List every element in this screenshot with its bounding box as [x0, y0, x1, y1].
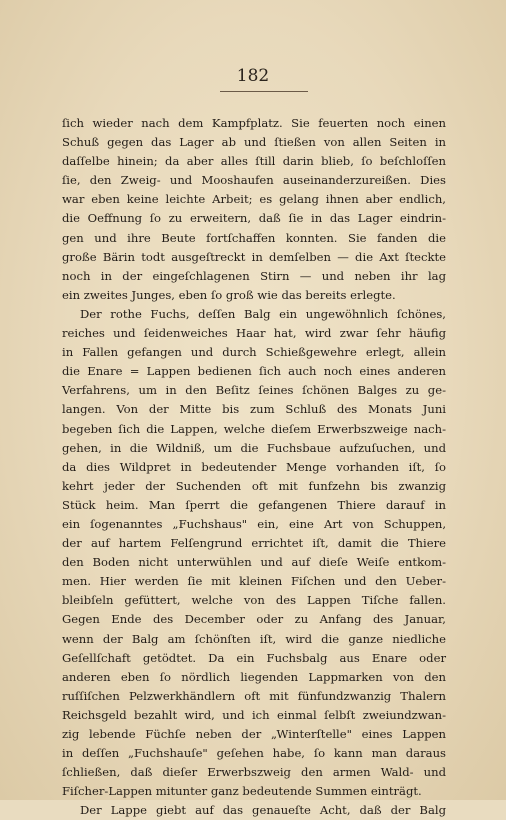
- text-line: ein ſogenanntes „Fuchshaus" ein, eine Art von Schuppen,: [62, 516, 446, 531]
- text-line: war eben keine leichte Arbeit; es gelang ihnen aber endlich,: [62, 192, 446, 207]
- text-line: große Bärin todt ausgeſtreckt in demſelben — die Axt ſteckte: [62, 249, 446, 264]
- header-rule: [220, 91, 308, 92]
- text-line: da dies Wildpret in bedeutender Menge vorhanden iſt, ſo: [62, 459, 446, 474]
- text-line: Verfahrens, um in den Beſitz ſeines ſchönen Balges zu ge-: [62, 383, 446, 398]
- text-line: reiches und ſeidenweiches Haar hat, wird zwar ſehr häufig: [62, 326, 446, 341]
- text-line: Fiſcher-Lappen mitunter ganz bedeutende Summen einträgt.: [62, 784, 422, 799]
- text-line: in Fallen gefangen und durch Schießgewehre erlegt, allein: [62, 345, 446, 360]
- body-text: [62, 114, 446, 820]
- text-line: kehrt jeder der Suchenden oft mit funfzehn bis zwanzig: [62, 478, 446, 493]
- text-line: zig lebende Füchſe neben der „Winterſtelle" eines Lappen: [62, 727, 446, 741]
- text-line: langen. Von der Mitte bis zum Schluß des Monats Juni: [62, 402, 446, 417]
- text-line: ruſſiſchen Pelzwerkhändlern oft mit fünfundzwanzig Thalern: [62, 688, 446, 703]
- text-line: die Oeffnung ſo zu erweitern, daß ſie in das Lager eindrin-: [62, 211, 446, 226]
- text-line: men. Hier werden ſie mit kleinen Fiſchen und den Ueber-: [62, 574, 446, 589]
- text-line: anderen eben ſo nördlich liegenden Lappmarken von den: [62, 669, 446, 684]
- text-line: in deſſen „Fuchshauſe" geſehen habe, ſo kann man daraus: [62, 746, 446, 761]
- text-line: noch in der eingeſchlagenen Stirn — und neben ihr lag: [62, 268, 446, 283]
- text-line: Reichsgeld bezahlt wird, und ich einmal ſelbſt zweiundzwan-: [62, 707, 446, 722]
- text-line: gehen, in die Wildniß, um die Fuchsbaue aufzuſuchen, und: [62, 440, 446, 455]
- page-number: 182: [236, 66, 270, 86]
- text-line: ſie, den Zweig- und Mooshaufen auseinanderzureißen. Dies: [62, 173, 446, 188]
- text-line: bleibſeln gefüttert, welche von des Lappen Tiſche fallen.: [62, 593, 446, 608]
- text-line: Der rothe Fuchs, deſſen Balg ein ungewöhnlich ſchönes,: [80, 306, 446, 321]
- text-line: wenn der Balg am ſchönſten iſt, wird die ganze niedliche: [62, 631, 446, 646]
- text-line: den Boden nicht unterwühlen und auf dieſe Weiſe entkom-: [62, 555, 446, 570]
- text-line: Geſellſchaft getödtet. Da ein Fuchsbalg aus Enare oder: [62, 650, 446, 665]
- text-line: Der Lappe giebt auf das genaueſte Acht, daß der Balg: [80, 803, 446, 818]
- text-line: begeben ſich die Lappen, welche dieſem Erwerbszweige nach-: [62, 421, 446, 436]
- text-line: Gegen Ende des December oder zu Anfang des Januar,: [62, 612, 446, 627]
- text-line: Schuß gegen das Lager ab und ſtießen von allen Seiten in: [62, 135, 446, 150]
- text-line: Stück heim. Man ſperrt die gefangenen Thiere darauf in: [62, 497, 446, 512]
- text-line: gen und ihre Beute fortſchaffen konnten. Sie fanden die: [62, 230, 446, 245]
- text-line: der auf hartem Felſengrund errichtet iſt, damit die Thiere: [62, 536, 446, 551]
- text-line: ein zweites Junges, eben ſo groß wie das bereits erlegte.: [62, 287, 396, 302]
- text-line: daſſelbe hinein; da aber alles ſtill darin blieb, ſo beſchloſſen: [62, 154, 446, 169]
- text-line: ſich wieder nach dem Kampfplatz. Sie feuerten noch einen: [62, 116, 446, 130]
- text-line: die Enare = Lappen bedienen ſich auch noch eines anderen: [62, 364, 446, 379]
- text-line: ſchließen, daß dieſer Erwerbszweig den armen Wald- und: [62, 765, 446, 780]
